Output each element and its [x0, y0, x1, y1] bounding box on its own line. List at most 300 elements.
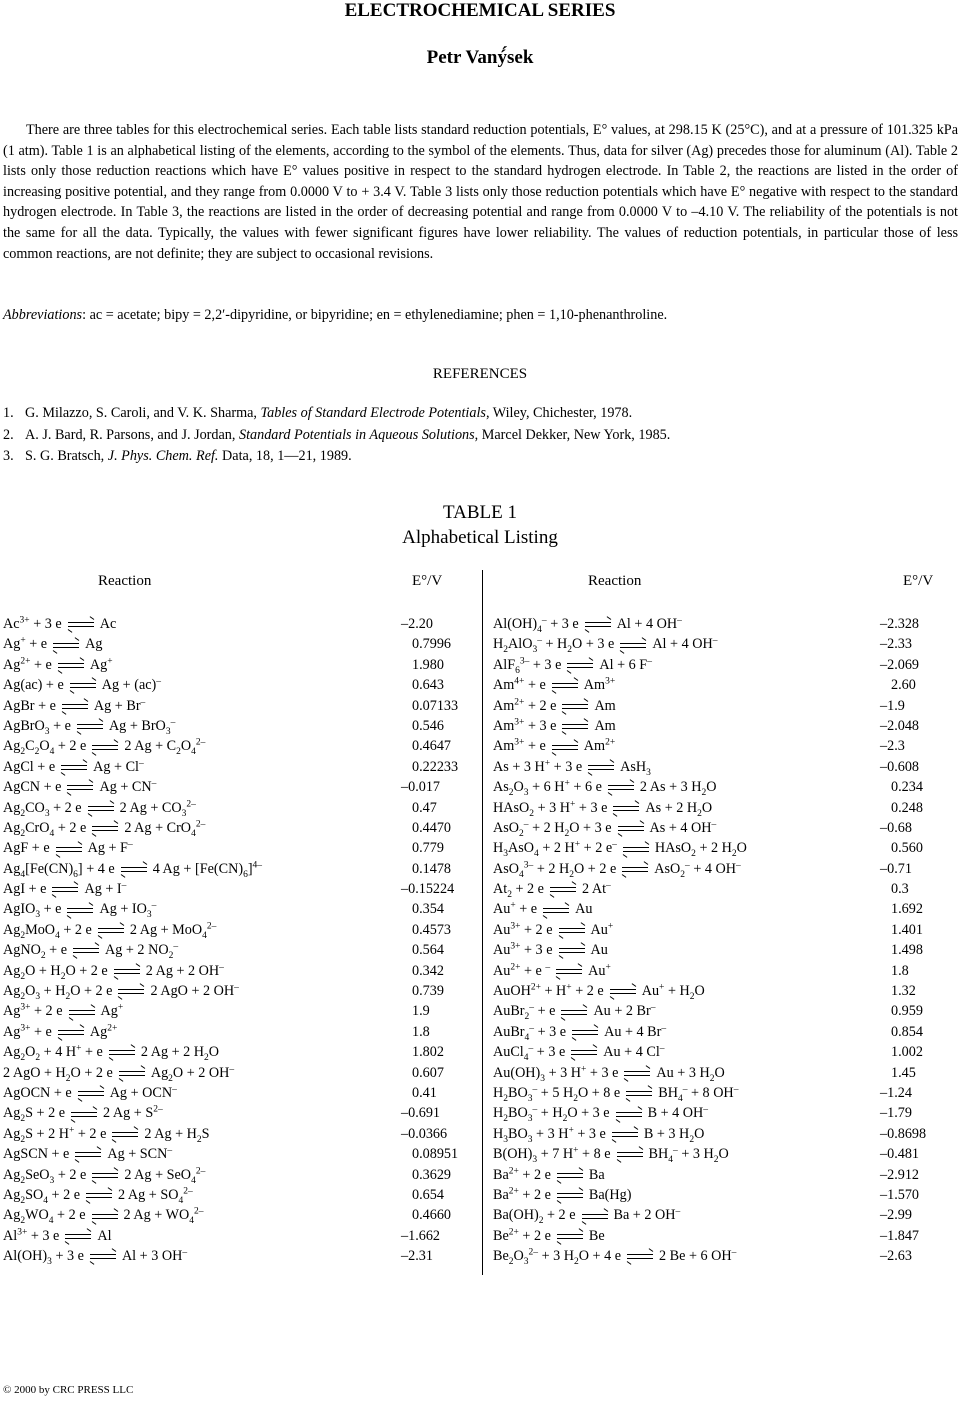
- table-row: AuCl$_4$– + 3 e Au + 4 Cl– 1.002: [493, 1043, 923, 1064]
- products: Ag+: [100, 1002, 124, 1020]
- table-row: Ag(ac) + e Ag + (ac)– 0.643: [3, 675, 468, 695]
- table-row: $H_3BO_3 + 3$ H+ + 3 e B + 3 $H_2O$ –0.8698: [493, 1125, 927, 1145]
- products: Be: [588, 1227, 605, 1244]
- equilibrium-arrow-icon: [92, 1171, 118, 1180]
- reaction: [493, 1246, 736, 1266]
- equilibrium-arrow-icon: [92, 824, 118, 833]
- reactants: AsO$_4^{3-}$ + 2 $H_2O + 2$ e: [493, 859, 617, 880]
- equilibrium-arrow-icon: [552, 743, 578, 752]
- products: 2 $Ag + H_2S$: [144, 1125, 210, 1145]
- products: 2 $Ag + S^{2-}$: [103, 1104, 163, 1122]
- products: 2 At–: [581, 880, 611, 898]
- reactants: $Am^{4+} + e$: [493, 676, 546, 694]
- table-row: $Ag_2C_2O_4 + 2$ e 2 $Ag + C_2O_4^{2-}$ 0.4647: [3, 737, 452, 758]
- products: 2 Be + 6 OH–: [659, 1247, 737, 1265]
- equilibrium-arrow-icon: [67, 783, 93, 792]
- reactants: AgSCN + e: [3, 1146, 70, 1163]
- reactants: AgI + e: [3, 881, 47, 898]
- products: HAsO$_2$ + 2 $H_2O$: [654, 840, 747, 860]
- equilibrium-arrow-icon: [68, 620, 94, 629]
- equilibrium-arrow-icon: [78, 1089, 104, 1098]
- table-row: $Am^{4+} + e$ $Am^{3+}$ 2.60: [493, 675, 943, 695]
- table-row: AsO$_2$– + 2 $H_2O + 3$ e As + 4 OH– –0.68: [493, 819, 912, 839]
- reaction: [3, 920, 216, 940]
- table-row: $H_3AsO_4 + 2$ H+ + 2 e– HAsO$_2$ + 2 $H_2O$ 0.560: [493, 839, 923, 860]
- table-right-column: [493, 614, 943, 1267]
- reaction: [493, 696, 616, 716]
- table-number: TABLE 1: [443, 502, 517, 523]
- reactants: AgF + e: [3, 840, 50, 857]
- products: Ag + BrO$_3$–: [108, 717, 176, 737]
- table-row: AgNO$_2$ + e Ag + 2 $NO_2^-$ 0.564: [3, 941, 444, 962]
- equilibrium-arrow-icon: [608, 783, 634, 792]
- reaction: [3, 899, 156, 919]
- products: Al + 6 F–: [599, 656, 652, 673]
- equilibrium-arrow-icon: [119, 1069, 145, 1078]
- reaction: [3, 1063, 234, 1083]
- reactants: $H_2AlO_3^- + H_2O + 3$ e: [493, 635, 615, 656]
- page-title: ELECTROCHEMICAL SERIES: [344, 0, 616, 21]
- reaction: [3, 818, 205, 838]
- reactants: $Ag_2MoO_4 + 2$ e: [3, 921, 92, 941]
- reactants: 2 AgO + $H_2O + 2$ e: [3, 1064, 113, 1084]
- table-row: $Au^{3+} + 3$ e Au 1.498: [493, 940, 943, 960]
- reaction: [493, 879, 611, 899]
- equilibrium-arrow-icon: [585, 620, 611, 629]
- table-row: $Ag_2CO_3 + 2$ e 2 $Ag + CO_3^{2-}$ 0.47: [3, 798, 437, 819]
- table-row: $As_2O_3 + 6$ H+ + 6 e 2 As + 3 $H_2O$ 0.234: [493, 778, 923, 798]
- reactants: $Au^{2+} + e$ –: [493, 961, 551, 979]
- reaction: [3, 1205, 203, 1225]
- reaction: [3, 1185, 193, 1205]
- reactants: AgCN + e: [3, 779, 62, 796]
- reactants: AuBr$_4$– + 3 e: [493, 1023, 567, 1043]
- abbreviations-label: Abbreviations: [3, 307, 83, 323]
- reactants: $Be_2O_3^{2-} + 3$ $H_2O + 4$ e: [493, 1247, 622, 1267]
- table-row: AgF + e Ag + F– 0.779: [3, 838, 468, 858]
- products: 2 AgO + 2 OH–: [150, 982, 239, 1000]
- reference-number: 1.: [3, 405, 14, 421]
- reaction: [493, 1083, 738, 1103]
- reaction: [3, 614, 116, 634]
- col-header-reaction-left: Reaction: [98, 573, 152, 589]
- products: $Ag + IO_3^-$: [99, 900, 157, 921]
- equilibrium-arrow-icon: [53, 641, 79, 650]
- column-divider: [482, 570, 483, 1275]
- equilibrium-arrow-icon: [70, 681, 96, 690]
- table-row: $B(OH)_3 + 7$ H+ + 8 e $BH_4^- + 3$ $H_2O$ –0.481: [493, 1145, 920, 1165]
- equilibrium-arrow-icon: [90, 1252, 116, 1261]
- reaction: [493, 675, 615, 695]
- table-row: $Ag_2MoO_4 + 2$ e 2 Ag + MoO$_4^{2-}$ 0.4573: [3, 921, 452, 941]
- products: Al + 4 OH–: [652, 635, 718, 653]
- equilibrium-arrow-icon: [622, 865, 648, 874]
- products: 2 As + 3 $H_2O$: [639, 779, 717, 798]
- products: Ag + Cl–: [93, 758, 144, 775]
- products: Am: [594, 697, 616, 714]
- products: Ag + 2 $NO_2^-$: [105, 941, 179, 962]
- table-left-column: [3, 614, 468, 1267]
- equilibrium-arrow-icon: [98, 926, 124, 935]
- reactants: AuCl$_4$– + 3 e: [493, 1043, 566, 1064]
- reactants: $Al(OH)_3 + 3$ e: [3, 1248, 84, 1267]
- table-row: $Ag^{3+} + 2$ e Ag+ 1.9: [3, 1001, 468, 1021]
- reactants: $H_3BO_3 + 3$ H+ + 3 e: [493, 1125, 606, 1145]
- reactants: $Ag_2C_2O_4 + 2$ e: [3, 738, 87, 758]
- reaction: [3, 798, 196, 818]
- reaction: [3, 1165, 205, 1185]
- reference-item: [3, 446, 958, 468]
- reactants: $Au^{3+} + 2$ e: [493, 921, 553, 938]
- reaction: [493, 1144, 729, 1164]
- equilibrium-arrow-icon: [92, 1212, 118, 1221]
- reactants: $Am^{3+} + e$: [493, 737, 546, 755]
- reaction: [3, 1226, 112, 1246]
- table-row: $Ag^{2+} + e$ Ag+ 1.980: [3, 655, 468, 675]
- equilibrium-arrow-icon: [109, 1048, 135, 1057]
- products: As + 2 $H_2O$: [645, 799, 713, 819]
- table-row: $Ag_2WO_4 + 2$ e 2 $Ag + WO_4^{2-}$ 0.4660: [3, 1206, 452, 1227]
- reactants: $Ag_2S + 2$ H+ + 2 e: [3, 1125, 107, 1145]
- products: Au+: [590, 921, 614, 938]
- table-row: $Ag_2S + 2$ e 2 $Ag + S^{2-}$ –0.691: [3, 1104, 441, 1125]
- products: 2 $Ag + SO_4^{2-}$: [118, 1186, 193, 1206]
- reactants: AlF$_6^{3-}$ + 3 e: [493, 656, 562, 676]
- reactants: Au+ + e: [493, 900, 538, 918]
- reference-text: S. G. Bratsch, J. Phys. Chem. Ref. Data, 18, 1—21, 1989.: [25, 448, 352, 464]
- reaction: [3, 716, 175, 736]
- products: 4 $Ag + [Fe(CN)_6]^{4-}$: [152, 859, 263, 880]
- equilibrium-arrow-icon: [71, 1110, 97, 1119]
- table-row: $Al(OH)_4^- + 3$ e Al + 4 OH– –2.328: [493, 615, 920, 635]
- products: AsO$_2$– + 4 OH–: [654, 859, 741, 880]
- reactants: $Ag_4[Fe(CN)_6] + 4$ e: [3, 860, 115, 880]
- table-row: $H_2BO_3^- + H_2O + 3$ e B + 4 OH– –1.79: [493, 1104, 912, 1125]
- equilibrium-arrow-icon: [73, 946, 99, 955]
- reactants: $At_2 + 2$ e: [493, 881, 544, 900]
- products: 2 Ag + SeO$_4^{2-}$: [124, 1165, 206, 1186]
- reaction: [493, 838, 747, 858]
- table-row: AgIO$_3$ + e $Ag + IO_3^-$ 0.354: [3, 900, 444, 921]
- table-row: AgBr + e Ag + Br– 0.07133: [3, 696, 468, 716]
- equilibrium-arrow-icon: [56, 845, 82, 854]
- author: Petr Vaný́sek: [426, 47, 534, 68]
- reference-text: A. J. Bard, R. Parsons, and J. Jordan, Standard Potentials in Aqueous Solutions, Marcel Dekker, New York, 1985.: [25, 426, 671, 443]
- table-row: $Au(OH)_3 + 3$ H+ + 3 e Au + 3 $H_2O$ 1.45: [493, 1063, 916, 1084]
- abbreviations: [3, 305, 958, 325]
- reaction: [3, 1042, 219, 1062]
- table-row: $H_2AlO_3^- + H_2O + 3$ e Al + 4 OH– –2.33: [493, 635, 912, 656]
- equilibrium-arrow-icon: [627, 1252, 653, 1261]
- table-row: $Ag_2SO_4 + 2$ e 2 $Ag + SO_4^{2-}$ 0.654: [3, 1186, 444, 1206]
- reaction: [493, 1205, 680, 1225]
- col-header-e-left: E°/V: [412, 573, 443, 589]
- table-row: $Ba(OH)_2 + 2$ e Ba + 2 OH– –2.99: [493, 1206, 912, 1227]
- products: Au + 2 Br–: [593, 1002, 656, 1020]
- table-row: AgOCN + e Ag + OCN– 0.41: [3, 1083, 468, 1103]
- reactants: $Au^{3+} + 3$ e: [493, 941, 553, 959]
- products: $BH_4^- + 8$ OH–: [658, 1084, 739, 1104]
- products: Ag + OCN–: [109, 1084, 177, 1101]
- products: As + 4 OH–: [649, 819, 717, 836]
- products: 2 $Ag + WO_4^{2-}$: [123, 1206, 204, 1227]
- reaction: [493, 961, 611, 981]
- equilibrium-arrow-icon: [559, 926, 585, 935]
- reaction: [493, 1022, 666, 1042]
- reactants: $Ag_2WO_4 + 2$ e: [3, 1207, 86, 1227]
- equilibrium-arrow-icon: [610, 987, 636, 996]
- reaction: [493, 1001, 655, 1021]
- references-list: [3, 403, 958, 468]
- reaction: [493, 634, 717, 654]
- equilibrium-arrow-icon: [626, 1089, 652, 1098]
- reactants: AgBrO$_3$ + e: [3, 717, 71, 737]
- reactants: As + 3 H+ + 3 e: [493, 758, 583, 775]
- table-row: $H_2BO_3^- + 5$ $H_2O + 8$ e $BH_4^- + 8$ OH– –1.24: [493, 1084, 912, 1104]
- equilibrium-arrow-icon: [623, 845, 649, 854]
- products: 2 Ag + 2 $H_2O$: [140, 1044, 220, 1064]
- products: Au: [590, 942, 608, 959]
- reactants: $Ba^{2+} + 2$ e: [493, 1186, 551, 1203]
- products: Au + 4 Cl–: [603, 1043, 665, 1061]
- reaction: [493, 981, 705, 1001]
- products: Al + 4 OH–: [616, 615, 682, 632]
- table-row: Au+ + e Au 1.692: [493, 899, 943, 919]
- table-row: AlF$_6^{3-}$ + 3 e Al + 6 F– –2.069: [493, 656, 920, 676]
- reactants: $H_2BO_3^- + H_2O + 3$ e: [493, 1104, 610, 1125]
- products: Al: [97, 1227, 112, 1244]
- equilibrium-arrow-icon: [118, 987, 144, 996]
- reactants: $Ba(OH)_2 + 2$ e: [493, 1207, 576, 1227]
- table-subtitle: Alphabetical Listing: [402, 527, 558, 548]
- reactants: HAsO$_2$ + 3 H+ + 3 e: [493, 798, 608, 819]
- equilibrium-arrow-icon: [582, 1212, 608, 1221]
- reaction: [3, 879, 126, 899]
- reactants: $B(OH)_3 + 7$ H+ + 8 e: [493, 1145, 611, 1165]
- reaction: [3, 675, 161, 695]
- table-row: AuBr$_4$– + 3 e Au + 4 Br– 0.854: [493, 1023, 923, 1043]
- table-row: $Am^{3+} + 3$ e Am –2.048: [493, 716, 943, 736]
- abbreviations-text: : ac = acetate; bipy = 2,2′-dipyridine, or bipyridine; en = ethylenediamine; phen = 1,10-phenanthroline.: [82, 307, 668, 323]
- products: Ag + (ac)–: [101, 676, 162, 694]
- products: Ag + CN–: [99, 778, 157, 796]
- reaction: [493, 940, 608, 960]
- table-row: $Be^{2+} + 2$ e Be –1.847: [493, 1226, 943, 1246]
- reactants: $H_3AsO_4 + 2$ H+ + 2 e–: [493, 839, 617, 860]
- reaction: [3, 634, 102, 654]
- reaction: [3, 1103, 163, 1123]
- references-title: REFERENCES: [432, 366, 528, 382]
- products: Al + 3 OH–: [121, 1247, 188, 1265]
- reaction: [493, 818, 716, 838]
- reactants: AgOCN + e: [3, 1084, 72, 1101]
- reactants: $Ac^{3+} + 3$ e: [3, 615, 62, 632]
- table-row: $Am^{2+} + 2$ e Am –1.9: [493, 696, 943, 716]
- reaction: [3, 757, 144, 777]
- table-row: AgI + e Ag + I– –0.15224: [3, 879, 468, 899]
- equilibrium-arrow-icon: [556, 967, 582, 976]
- reactants: AuOH$^{2+}$ + H+ + 2 e: [493, 982, 604, 1000]
- table-row: $Ba^{2+} + 2$ e Ba(Hg) –1.570: [493, 1185, 943, 1205]
- table-row: HAsO$_2$ + 3 H+ + 3 e As + 2 $H_2O$ 0.248: [493, 798, 923, 819]
- products: 2 $Ag + C_2O_4^{2-}$: [124, 737, 206, 758]
- table-row: $Ag_2O_3 + H_2O + 2$ e 2 AgO + 2 OH– 0.739: [3, 982, 444, 1002]
- equilibrium-arrow-icon: [571, 1048, 597, 1057]
- reactants: $Ag_2CO_3 + 2$ e: [3, 799, 82, 819]
- reaction: [3, 838, 133, 858]
- equilibrium-arrow-icon: [67, 906, 93, 915]
- equilibrium-arrow-icon: [112, 1130, 138, 1139]
- reactants: AgNO$_2$ + e: [3, 942, 67, 962]
- col-header-reaction-right: Reaction: [588, 573, 642, 589]
- table-row: $Ag_4[Fe(CN)_6] + 4$ e 4 $Ag + [Fe(CN)_6]^{4-}$ 0.1478: [3, 859, 452, 880]
- reference-item: [3, 425, 958, 447]
- reaction: [493, 1042, 665, 1062]
- reactants: $Am^{2+} + 2$ e: [493, 696, 557, 714]
- table-row: $Ag_2O_2 + 4$ H+ + e 2 Ag + 2 $H_2O$ 1.802: [3, 1043, 444, 1064]
- products: $Ag_2O + 2$ OH–: [150, 1063, 235, 1084]
- reaction: [493, 736, 615, 756]
- reaction: [3, 777, 156, 797]
- reaction: [493, 716, 616, 736]
- table-row: $Ag_2O + H_2O + 2$ e 2 Ag + 2 OH– 0.342: [3, 961, 444, 982]
- reactants: $As_2O_3 + 6$ H+ + 6 e: [493, 778, 602, 798]
- products: Ag + I–: [84, 880, 127, 898]
- products: 2 Ag + 2 OH–: [145, 961, 224, 979]
- reactants: AgBr + e: [3, 697, 56, 714]
- table-row: $Al^{3+} + 3$ e Al –1.662: [3, 1226, 468, 1246]
- products: 2 $Ag + CO_3^{2-}$: [119, 798, 196, 819]
- equilibrium-arrow-icon: [572, 1028, 598, 1037]
- table-row: AgSCN + e Ag + SCN– 0.08951: [3, 1144, 468, 1164]
- reactants: $Am^{3+} + 3$ e: [493, 717, 557, 734]
- table-row: Ag+ + e Ag 0.7996: [3, 634, 468, 654]
- products: Ag+: [89, 656, 113, 673]
- reactants: $Au(OH)_3 + 3$ H+ + 3 e: [493, 1063, 619, 1084]
- reaction: [493, 1063, 725, 1083]
- equilibrium-arrow-icon: [114, 967, 140, 976]
- equilibrium-arrow-icon: [562, 722, 588, 731]
- reaction: [493, 798, 712, 818]
- table-row: AgBrO$_3$ + e Ag + BrO$_3$– 0.546: [3, 717, 444, 737]
- reaction: [493, 1165, 605, 1185]
- equilibrium-arrow-icon: [88, 804, 114, 813]
- table-row: $Ag_2S + 2$ H+ + 2 e 2 $Ag + H_2S$ –0.0366: [3, 1125, 448, 1145]
- products: AsH$_3$: [620, 758, 651, 778]
- reactants: AgCl + e: [3, 758, 56, 775]
- equilibrium-arrow-icon: [557, 1232, 583, 1241]
- products: $Am^{2+}$: [583, 737, 616, 755]
- table-row: $At_2 + 2$ e 2 At– 0.3: [493, 880, 909, 900]
- reaction: [3, 859, 262, 879]
- reactants: $Be^{2+} + 2$ e: [493, 1226, 551, 1244]
- equilibrium-arrow-icon: [624, 1069, 650, 1078]
- equilibrium-arrow-icon: [550, 885, 576, 894]
- products: Ac: [99, 616, 117, 632]
- reference-number: 3.: [3, 448, 14, 464]
- reactants: Ag(ac) + e: [3, 677, 64, 694]
- equilibrium-arrow-icon: [52, 885, 78, 894]
- equilibrium-arrow-icon: [62, 702, 88, 711]
- equilibrium-arrow-icon: [92, 743, 118, 752]
- reactants: $Ba^{2+} + 2$ e: [493, 1165, 551, 1183]
- equilibrium-arrow-icon: [618, 824, 644, 833]
- reaction: [493, 1124, 704, 1144]
- table-row: $Ag_2CrO_4 + 2$ e 2 Ag + CrO$_4^{2-}$ 0.4470: [3, 819, 452, 839]
- products: B + 4 OH–: [647, 1104, 709, 1122]
- table-row: $Be_2O_3^{2-} + 3$ $H_2O + 4$ e 2 Be + 6 OH– –2.63: [493, 1247, 912, 1267]
- products: Au + 4 Br–: [604, 1023, 667, 1040]
- table-row: $Au^{2+} + e$ – Au+ 1.8: [493, 961, 943, 981]
- reactants: $Ag_2SeO_3 + 2$ e: [3, 1166, 87, 1186]
- reactants: $Al^{3+} + 3$ e: [3, 1226, 60, 1244]
- reaction: [3, 1083, 177, 1103]
- products: Am: [594, 717, 616, 734]
- table-row: $Am^{3+} + e$ $Am^{2+}$ –2.3: [493, 736, 943, 756]
- reactants: $Ag_2SO_4 + 2$ e: [3, 1186, 81, 1206]
- table-row: AgCN + e Ag + CN– –0.017: [3, 777, 468, 797]
- reaction: [3, 961, 224, 981]
- equilibrium-arrow-icon: [557, 1191, 583, 1200]
- equilibrium-arrow-icon: [58, 1028, 84, 1037]
- table-row: AuBr$_2$– + e Au + 2 Br– 0.959: [493, 1002, 923, 1023]
- reaction: [3, 736, 205, 756]
- equilibrium-arrow-icon: [557, 1171, 583, 1180]
- reaction: [493, 859, 741, 879]
- table-row: AuOH$^{2+}$ + H+ + 2 e $Au^+ + H_2O$ 1.32: [493, 982, 916, 1002]
- reaction: [3, 1246, 187, 1266]
- reactants: $Ag_2O_3 + H_2O + 2$ e: [3, 983, 113, 1002]
- products: Au: [575, 901, 593, 918]
- table-row: $Ba^{2+} + 2$ e Ba –2.912: [493, 1165, 943, 1185]
- products: $Ag^{2+}$: [89, 1023, 118, 1040]
- products: Au + 3 $H_2O$: [656, 1064, 725, 1084]
- reactants: $Ag^{3+} + 2$ e: [3, 1002, 63, 1020]
- reference-item: [3, 403, 958, 425]
- table-row: As + 3 H+ + 3 e AsH$_3$ –0.608: [493, 758, 920, 778]
- reactants: AsO$_2$– + 2 $H_2O + 3$ e: [493, 819, 612, 839]
- reaction: [493, 899, 592, 919]
- products: Ba + 2 OH–: [613, 1206, 681, 1224]
- reactants: $Ag_2O_2 + 4$ H+ + e: [3, 1043, 103, 1064]
- products: 2 Ag + MoO$_4^{2-}$: [129, 921, 217, 941]
- reactants: $Ag_2CrO_4 + 2$ e: [3, 819, 87, 839]
- table-row: AgCl + e Ag + Cl– 0.22233: [3, 757, 468, 777]
- reactants: Ag+ + e: [3, 635, 48, 653]
- equilibrium-arrow-icon: [65, 1232, 91, 1241]
- reaction: [3, 940, 178, 960]
- products: Ag + SCN–: [107, 1145, 173, 1163]
- equilibrium-arrow-icon: [561, 1008, 587, 1017]
- reaction: [493, 655, 652, 675]
- equilibrium-arrow-icon: [617, 1150, 643, 1159]
- products: Au+: [588, 961, 611, 979]
- products: $BH_4^- + 3$ $H_2O$: [648, 1145, 729, 1165]
- reaction: [493, 920, 613, 940]
- equilibrium-arrow-icon: [86, 1191, 112, 1200]
- reactants: $H_2BO_3^- + 5$ $H_2O + 8$ e: [493, 1084, 621, 1104]
- reactants: AgIO$_3$ + e: [3, 901, 62, 921]
- reference-number: 2.: [3, 426, 14, 443]
- reactants: $Ag_2S + 2$ e: [3, 1105, 66, 1125]
- table-row: $Al(OH)_3 + 3$ e Al + 3 OH– –2.31: [3, 1247, 433, 1267]
- reaction: [493, 1185, 631, 1205]
- reaction: [3, 1124, 210, 1144]
- equilibrium-arrow-icon: [588, 763, 614, 772]
- products: 2 Ag + CrO$_4^{2-}$: [124, 819, 206, 839]
- products: $Au^+ + H_2O$: [641, 982, 705, 1002]
- table-row: $Ac^{3+} + 3$ e Ac –2.20: [3, 614, 468, 634]
